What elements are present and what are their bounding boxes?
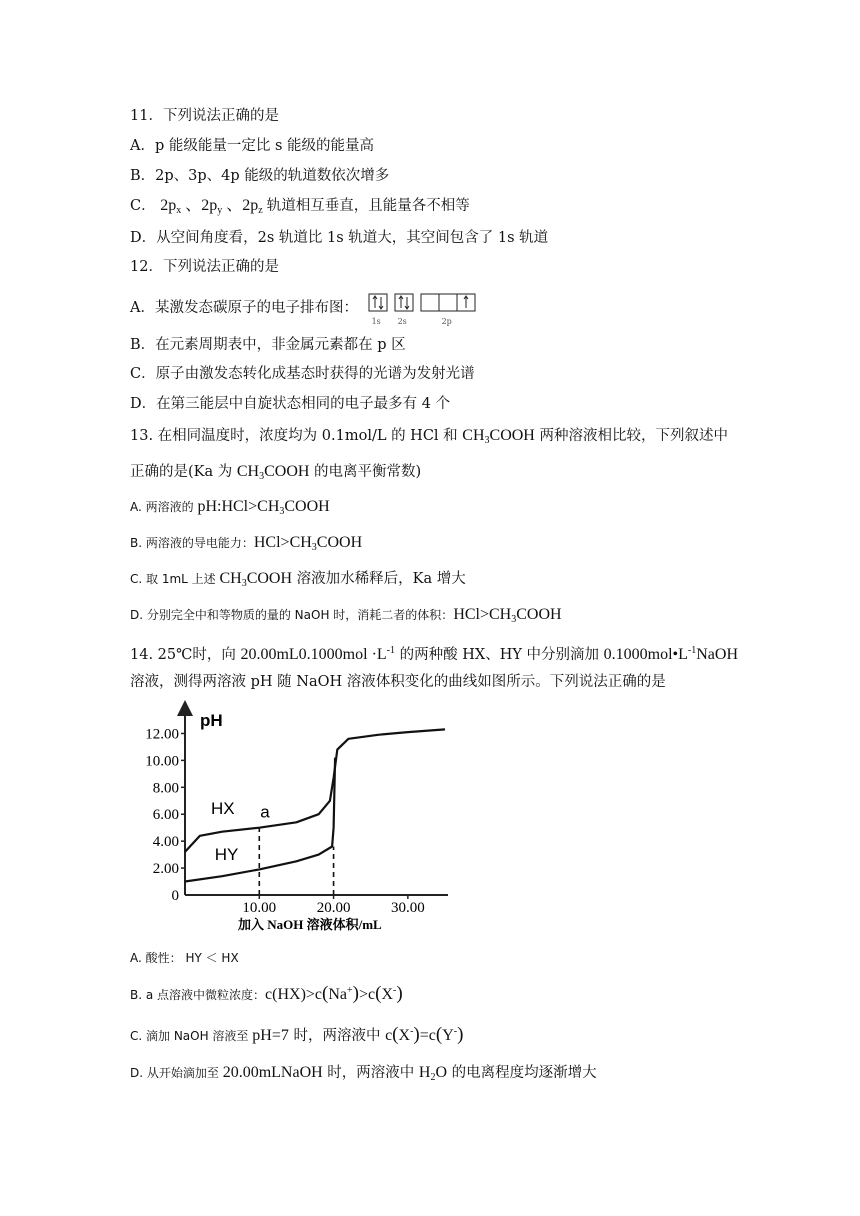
q11-option-c <box>130 196 470 221</box>
q13-option-b-formula: $HCl>CH_3COOH$ <box>253 534 363 553</box>
q13-stem-line2 <box>130 462 421 487</box>
q14-option-c-formula: c(X-)=c(Y-) <box>385 1024 464 1045</box>
q14-option-b <box>130 981 403 1005</box>
q14-option-d <box>130 1063 597 1088</box>
y-tick-label: 10.00 <box>145 753 179 770</box>
q14-option-a <box>130 948 239 968</box>
q12-option-a <box>130 292 479 324</box>
q13-option-c-prefix: C. 取 1mL 上述 <box>130 572 220 586</box>
q14-option-d-prefix: D. 从开始滴加至 <box>130 1066 223 1080</box>
q14-option-b-formula: c(HX)>c(Na+)>c(X-) <box>265 983 403 1004</box>
q13-stem-2a: 正确的是(Ka 为 <box>130 464 237 480</box>
q14-stem-1a: 14. 25℃时，向 <box>130 647 241 663</box>
q12-option-d: D．在第三能层中自旋状态相同的电子最多有 4 个 <box>130 396 451 412</box>
q14-naoh-concentration: $0.1000mol•L^{-1}NaOH$ <box>603 645 739 663</box>
y-tick-label: 4.00 <box>152 834 179 851</box>
q14-stem-line1 <box>130 641 738 665</box>
q11-orbital-formula: $2p_x$ 、$2p_y$ 、$2p_z$ <box>160 197 263 216</box>
q13-option-d <box>130 605 562 630</box>
q14-stem-line2: 溶液，测得两溶液 pH 随 NaOH 溶液体积变化的曲线如图所示。下列说法正确的是 <box>130 674 666 690</box>
formula-ch3cooh: $CH_3COOH$ <box>462 427 535 446</box>
q13-option-d-prefix: D. 分别完全中和等物质的量的 NaOH 时，消耗二者的体积： <box>130 608 454 622</box>
q14-acid-concentration: $20.00mL0.1000mol \cdot L^{-1}$ <box>240 645 396 663</box>
chart-ylabel: pH <box>200 711 223 730</box>
q11-option-a: A．p 能级能量一定比 s 能级的能量高 <box>130 138 375 154</box>
q13-stem-1b: 两种溶液相比较，下列叙述中 <box>534 428 728 444</box>
q13-option-d-formula: $HCl>CH_3COOH$ <box>453 606 562 625</box>
y-tick-label: 8.00 <box>152 780 179 797</box>
q13-stem-2b: 的电离平衡常数) <box>309 464 422 480</box>
formula-ch3cooh: $CH_3COOH$ <box>219 570 293 589</box>
orbital-label-2s: 2s <box>397 317 407 326</box>
q14-ph7-formula: pH=7 <box>252 1027 289 1044</box>
q13-option-c-suffix: 溶液加水稀释后，Ka 增大 <box>292 571 466 587</box>
point-label-a: a <box>260 802 270 822</box>
q11-stem: 11．下列说法正确的是 <box>130 108 279 124</box>
q13-option-a-formula: $pH:HCl>CH_3COOH$ <box>197 498 330 517</box>
orbital-label-1s: 1s <box>371 317 381 326</box>
q11-option-c-suffix: 轨道相互垂直，且能量各不相等 <box>266 198 470 214</box>
q11-option-c-prefix: C． <box>130 198 156 214</box>
orbital-diagram <box>367 292 479 324</box>
series-label-hx: HX <box>211 799 235 819</box>
q14-option-a-text: A. 酸性： HY ＜ HX <box>130 951 239 965</box>
q14-option-c-mid: 时，两溶液中 <box>288 1028 386 1044</box>
y-tick-label: 2.00 <box>152 861 179 878</box>
y-tick-label: 6.00 <box>152 807 179 824</box>
y-tick-label: 12.00 <box>145 726 179 743</box>
q12-stem: 12．下列说法正确的是 <box>130 259 279 275</box>
q14-option-d-mid: 时，两溶液中 <box>322 1065 419 1081</box>
q12-option-b: B．在元素周期表中，非金属元素都在 p 区 <box>130 337 406 353</box>
q14-option-c-prefix: C. 滴加 NaOH 溶液至 <box>130 1029 253 1043</box>
q13-option-b-prefix: B. 两溶液的导电能力： <box>130 536 254 550</box>
q14-option-d-water: $H_2O$ <box>418 1064 448 1083</box>
q13-stem-line1 <box>130 426 728 451</box>
x-tick-label: 10.00 <box>242 900 277 916</box>
orbital-label-2p: 2p <box>441 317 452 326</box>
q12-option-c: C．原子由激发态转化成基态时获得的光谱为发射光谱 <box>130 366 475 382</box>
series-line-hx <box>185 729 445 852</box>
q13-stem-1a: 13. 在相同温度时，浓度均为 0.1mol/L 的 HCl 和 <box>130 428 463 444</box>
q14-stem-1b: 的两种酸 HX、HY 中分别滴加 <box>395 647 604 663</box>
q11-option-d: D．从空间角度看，2s 轨道比 1s 轨道大，其空间包含了 1s 轨道 <box>130 230 549 246</box>
q12-option-a-text: A．某激发态碳原子的电子排布图： <box>130 300 358 316</box>
chart-xlabel: 加入 NaOH 溶液体积/mL <box>238 917 382 932</box>
q14-option-b-prefix: B. a 点溶液中微粒浓度： <box>130 988 266 1002</box>
formula-ch3cooh: $CH_3COOH$ <box>236 463 310 482</box>
chart-series <box>185 729 445 895</box>
x-tick-label: 30.00 <box>390 900 425 916</box>
q13-option-c <box>130 569 466 594</box>
titration-chart <box>130 700 450 935</box>
q13-option-a <box>130 497 330 522</box>
y-tick-label: 0 <box>171 888 179 904</box>
chart-ticks <box>145 726 424 916</box>
q13-option-b <box>130 533 362 558</box>
x-tick-label: 20.00 <box>316 900 351 916</box>
q14-option-c <box>130 1022 463 1046</box>
q14-option-d-suffix: 的电离程度均逐渐增大 <box>447 1065 597 1081</box>
q11-option-b: B．2p、3p、4p 能级的轨道数依次增多 <box>130 168 390 184</box>
q13-option-a-prefix: A. 两溶液的 <box>130 500 198 514</box>
q14-option-d-volume: 20.00mLNaOH <box>222 1064 323 1081</box>
series-label-hy: HY <box>214 845 239 864</box>
